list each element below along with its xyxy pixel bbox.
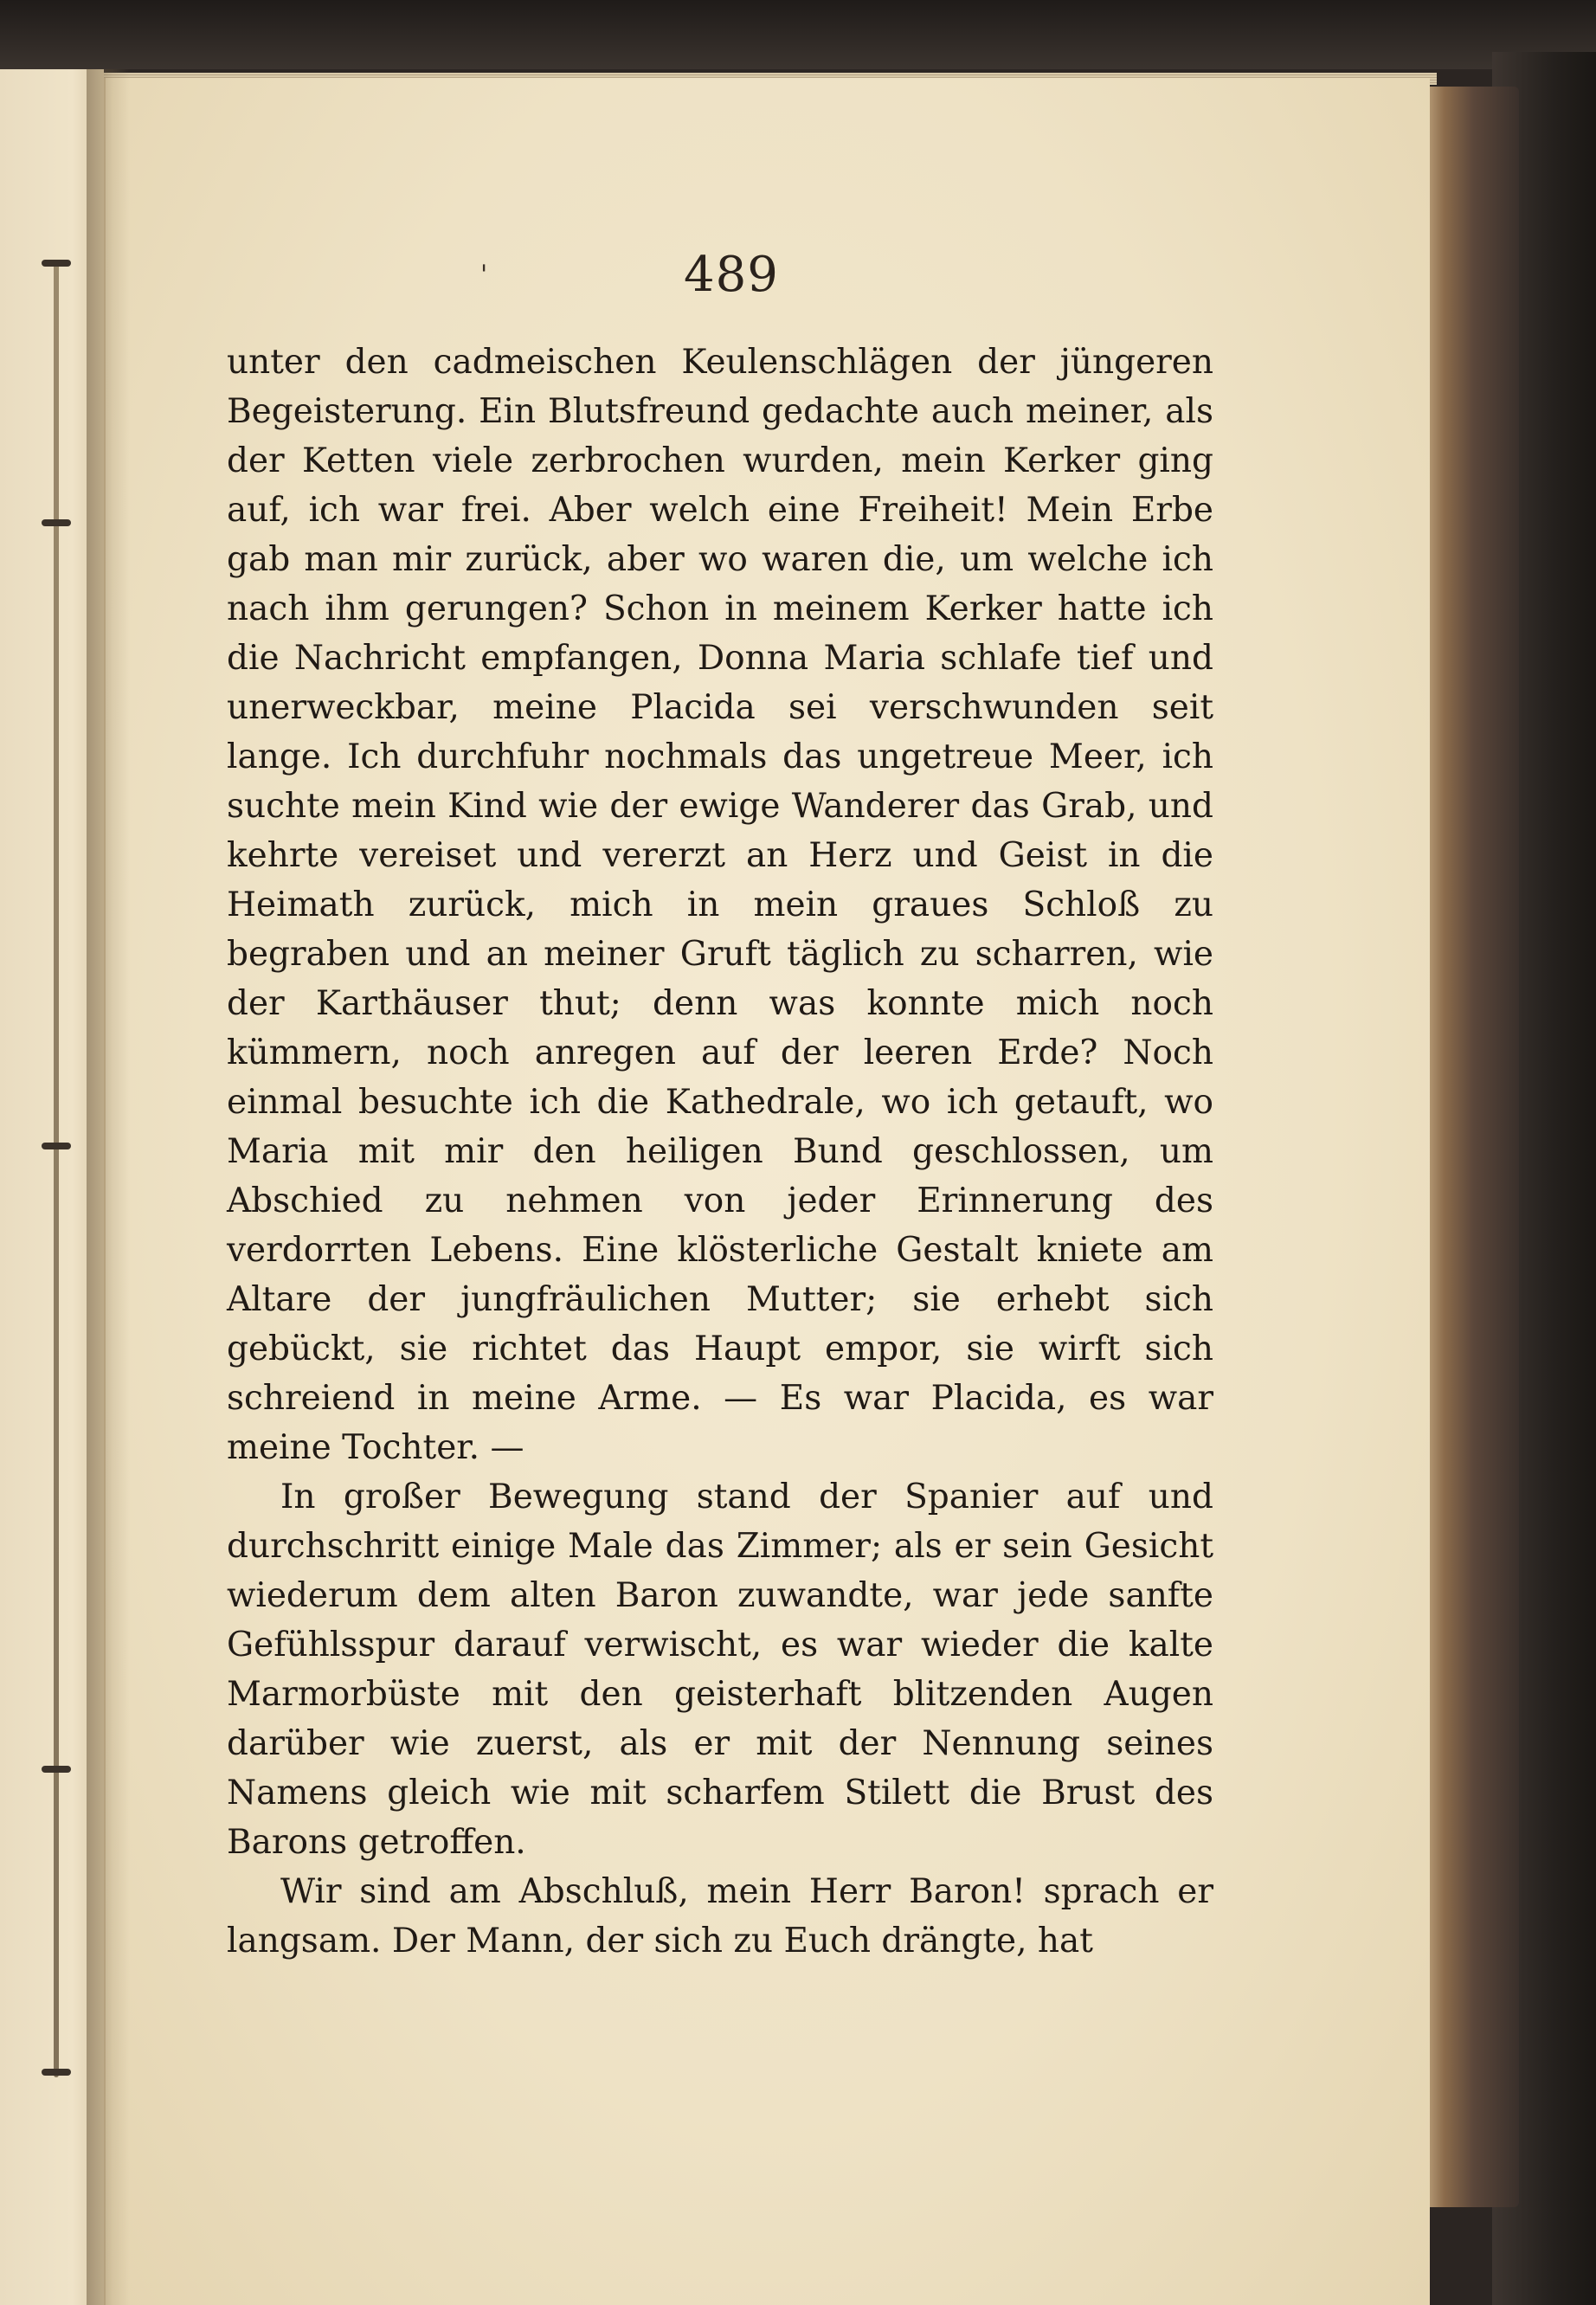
cover-edge: [1419, 87, 1519, 2207]
paragraph: In großer Bewegung stand der Spanier auf und durchschritt einige Male das Zimmer; als er sein Gesicht wiederum dem alten Baron zuwandte, war jede sanfte Gefühlsspur darauf verwischt, es war wieder die kalte Marmorbüste mit den geisterhaft blitzenden Augen darüber wie zuerst, als er mit der Nennung seines Namens gleich wie mit scharfem Stilett die Brust des Barons getroffen.: [227, 1478, 1213, 1862]
binding-thread: [54, 260, 59, 2077]
gutter-shadow: [87, 69, 130, 2305]
book-cover-top: [0, 0, 1596, 69]
binding-stitch: [42, 519, 71, 526]
paragraph: Wir sind am Abschluß, mein Herr Baron! sprach er langsam. Der Mann, der sich zu Euch drängte, hat: [227, 1872, 1213, 1961]
binding-stitch: [42, 1143, 71, 1149]
paragraph: unter den cadmeischen Keulenschlägen der jüngeren Begeisterung. Ein Blutsfreund gedachte auch meiner, als der Ketten viele zerbrochen wurden, mein Kerker ging auf, ich war frei. Aber welch eine Freiheit! Mein Erbe gab man mir zurück, aber wo waren die, um welche ich nach ihm gerungen? Schon in meinem Kerker hatte ich die Nachricht empfangen, Donna Maria schlafe tief und unerweckbar, meine Placida sei verschwunden seit lange. Ich durchfuhr nochmals das ungetreue Meer, ich suchte mein Kind wie der ewige Wanderer das Grab, und kehrte vereiset und vererzt an Herz und Geist in die Heimath zurück, mich in mein graues Schloß zu begraben und an meiner Gruft täglich zu scharren, wie der Karthäuser thut; denn was konnte mich noch kümmern, noch anregen auf der leeren Erde? Noch einmal besuchte ich die Kathedrale, wo ich getauft, wo Maria mit mir den heiligen Bund geschlossen, um Abschied zu nehmen von jeder Erinnerung des verdorrten Lebens. Eine klösterliche Gestalt kniete am Altare der jungfräulichen Mutter; sie erhebt sich gebückt, sie richtet das Haupt empor, sie wirft sich schreiend in meine Arme. — Es war Placida, es war meine Tochter. —: [227, 343, 1213, 1467]
binding-stitch: [42, 260, 71, 267]
binding-stitch: [42, 2069, 71, 2076]
page-number: 489: [684, 247, 779, 303]
body-text: [227, 338, 1213, 1966]
ink-mark: ': [480, 260, 488, 290]
binding-stitch: [42, 1766, 71, 1773]
